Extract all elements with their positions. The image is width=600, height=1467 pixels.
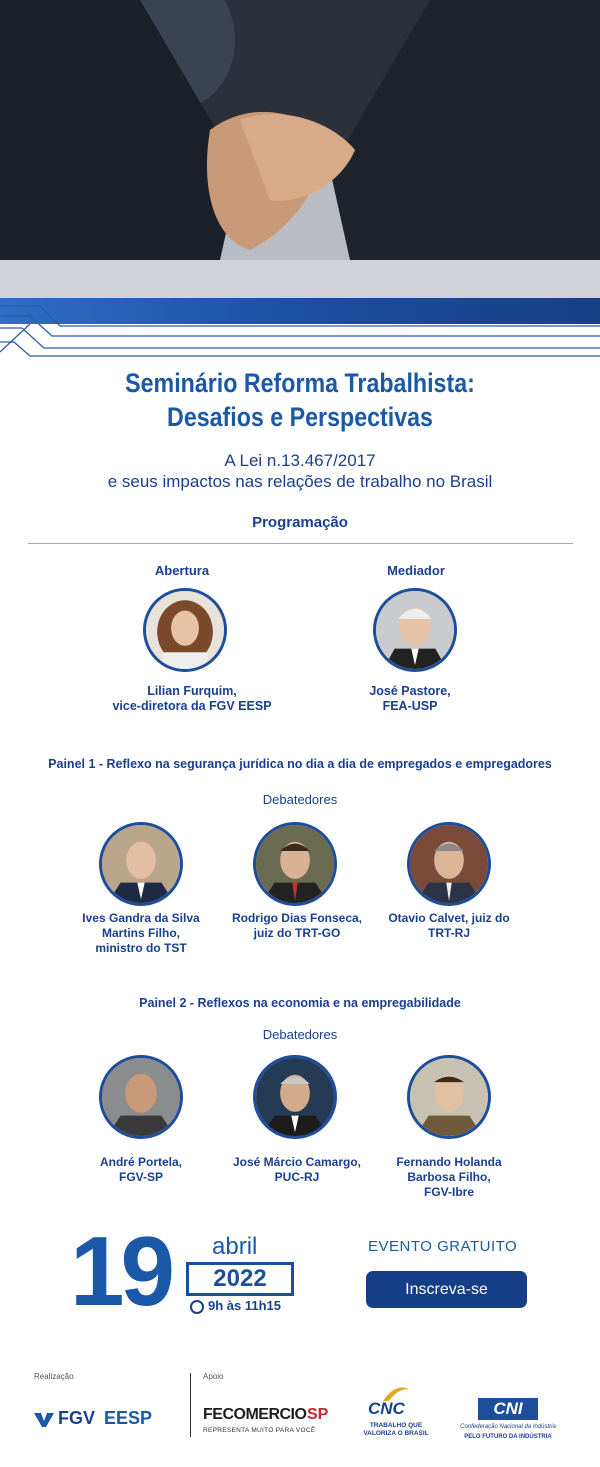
name-jose-pastore: José Pastore, FEA-USP <box>369 684 451 713</box>
mediador-label: Mediador <box>387 563 445 578</box>
event-day: 19 <box>70 1216 172 1326</box>
realizacao-label: Realização <box>34 1372 74 1381</box>
event-title-line1: Seminário Reforma Trabalhista: <box>125 368 475 398</box>
avatar-ives-gandra <box>99 822 183 906</box>
name-fernando-holanda: Fernando Holanda Barbosa Filho, FGV-Ibre <box>396 1155 502 1199</box>
fgv-mark-icon <box>34 1411 54 1429</box>
fecomercio-logo <box>203 1406 343 1440</box>
apoio-label: Apoio <box>203 1372 224 1381</box>
panel2-title: Painel 2 - Reflexos na economia e na empregabilidade <box>139 996 461 1010</box>
eesp-text: EESP <box>104 1408 153 1428</box>
name-jose-marcio: José Márcio Camargo, PUC-RJ <box>232 1155 362 1184</box>
name-andre-portela: André Portela, FGV-SP <box>99 1155 183 1184</box>
panel1-debatedores-label: Debatedores <box>262 792 338 807</box>
footer-separator <box>190 1373 191 1437</box>
cnc-logo <box>360 1385 432 1445</box>
avatar-fernando-holanda <box>407 1055 491 1139</box>
hero-image <box>0 0 600 298</box>
panel1-title: Painel 1 - Reflexo na segurança jurídica no dia a dia de empregados e empregadores <box>48 757 552 771</box>
clock-icon <box>190 1300 204 1314</box>
cnc-text: CNC <box>368 1399 405 1418</box>
name-otavio-calvet: Otavio Calvet, juiz do TRT-RJ <box>388 911 510 940</box>
avatar-jose-marcio <box>253 1055 337 1139</box>
event-title <box>42 366 558 434</box>
avatar-lilian-furquim <box>143 588 227 672</box>
event-title-line2: Desafios e Perspectivas <box>167 402 433 432</box>
avatar-otavio-calvet <box>407 822 491 906</box>
avatar-rodrigo-dias <box>253 822 337 906</box>
cnc-tagline-2: VALORIZA O BRASIL <box>363 1430 429 1437</box>
name-ives-gandra: Ives Gandra da Silva Martins Filho, ministro do TST <box>82 911 200 955</box>
cnc-tagline-1: TRABALHO QUE <box>369 1422 423 1429</box>
subtitle-line1: A Lei n.13.467/2017 <box>224 451 376 470</box>
panel2-debatedores-label: Debatedores <box>262 1027 338 1042</box>
free-event-label: EVENTO GRATUITO <box>368 1238 518 1255</box>
subtitle-line2: e seus impactos nas relações de trabalho no Brasil <box>107 472 493 491</box>
divider <box>28 543 573 544</box>
event-subtitle <box>0 450 600 492</box>
programacao-heading: Programação <box>252 514 348 531</box>
handshake-illustration <box>0 0 600 298</box>
avatar-andre-portela <box>99 1055 183 1139</box>
event-month: abril <box>212 1233 258 1260</box>
cni-tagline-2: PELO FUTURO DA INDÚSTRIA <box>464 1434 552 1440</box>
event-year: 2022 <box>186 1262 294 1296</box>
fgv-text: FGV <box>58 1408 96 1428</box>
cni-logo <box>448 1398 568 1446</box>
fecomercio-text: FECOMERCIO <box>203 1406 307 1423</box>
cni-text: CNI <box>478 1398 538 1420</box>
decorative-band <box>0 298 600 360</box>
name-lilian-furquim: Lilian Furquim, vice-diretora da FGV EESP <box>112 684 272 713</box>
fecomercio-tagline: REPRESENTA MUITO PARA VOCÊ <box>203 1427 316 1434</box>
name-rodrigo-dias: Rodrigo Dias Fonseca, juiz do TRT-GO <box>231 911 363 940</box>
abertura-label: Abertura <box>154 563 210 578</box>
register-button[interactable]: Inscreva-se <box>366 1271 527 1308</box>
cni-tagline-1: Confederação Nacional da Indústria <box>460 1424 556 1430</box>
fecomercio-sp-text: SP <box>307 1406 329 1423</box>
avatar-jose-pastore <box>373 588 457 672</box>
event-time: 9h às 11h15 <box>208 1298 281 1313</box>
